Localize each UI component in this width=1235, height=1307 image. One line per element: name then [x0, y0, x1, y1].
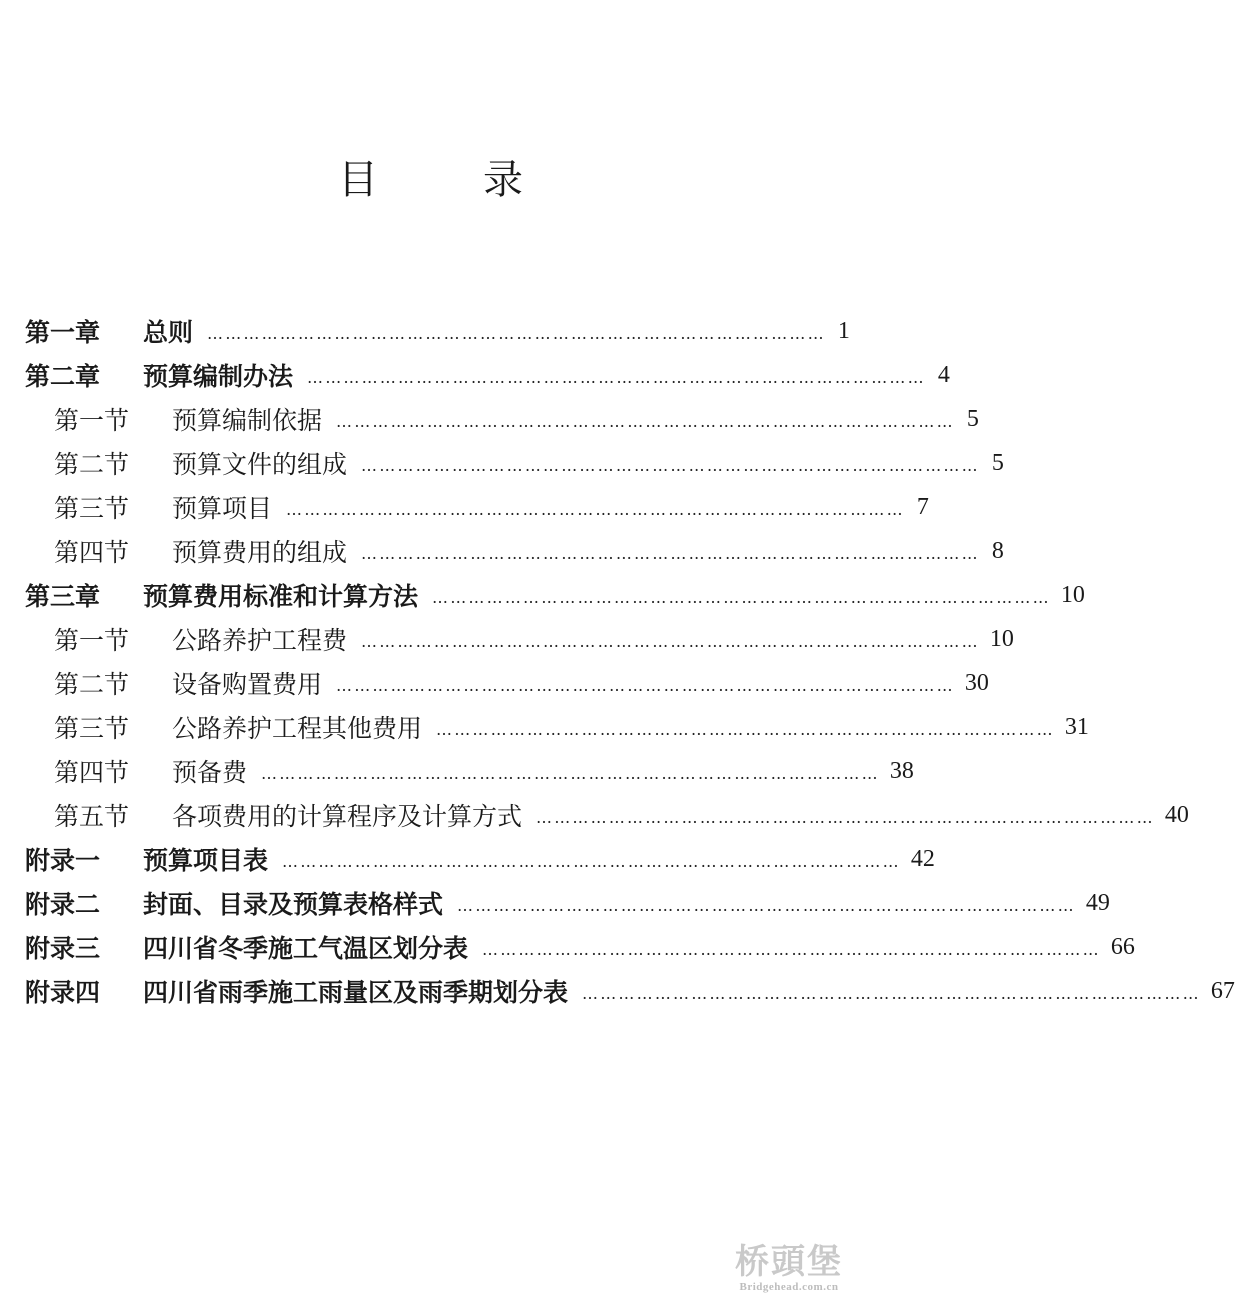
toc-leader-dots: …………………………………………………………………………………………: [536, 807, 1155, 827]
toc-entry-title: 预算编制办法: [143, 362, 294, 391]
toc-leader-dots: …………………………………………………………………………………………: [482, 939, 1101, 959]
toc-entry-number: 第一节: [54, 626, 130, 655]
toc-entry-number: 附录四: [25, 978, 101, 1007]
toc-entry-number: 第四节: [54, 758, 130, 787]
toc-entry-page: 10: [1060, 581, 1085, 608]
toc-entry-page: 8: [991, 537, 1004, 564]
toc-entry-appendix-2[interactable]: [25, 881, 1110, 925]
toc-entry-section-2-4[interactable]: [25, 529, 1004, 573]
toc-entry-title: 预算费用的组成: [172, 538, 348, 567]
toc-entry-number: 第三节: [54, 714, 130, 743]
toc-entry-title: 总则: [143, 318, 194, 347]
toc-entry-title: 预算编制依据: [172, 406, 323, 435]
toc-entry-section-3-5[interactable]: [25, 793, 1189, 837]
table-of-contents: [25, 309, 1235, 1013]
toc-entry-page: 38: [889, 757, 914, 784]
watermark-logo: [735, 1243, 843, 1293]
toc-entry-page: 5: [966, 405, 979, 432]
toc-entry-page: 10: [989, 625, 1014, 652]
toc-leader-dots: …………………………………………………………………………………………: [361, 543, 980, 563]
toc-entry-title: 四川省雨季施工雨量区及雨季期划分表: [143, 978, 569, 1007]
toc-entry-title: 预算费用标准和计算方法: [143, 582, 419, 611]
toc-entry-number: 第五节: [54, 802, 130, 831]
toc-leader-dots: …………………………………………………………………………………………: [286, 499, 905, 519]
toc-entry-number: 附录三: [25, 934, 101, 963]
toc-entry-page: 31: [1064, 713, 1089, 740]
page-title: [0, 150, 861, 210]
toc-entry-number: 第三节: [54, 494, 130, 523]
toc-entry-number: 附录二: [25, 890, 101, 919]
toc-entry-page: 66: [1110, 933, 1135, 960]
toc-entry-title: 四川省冬季施工气温区划分表: [143, 934, 469, 963]
toc-entry-section-3-2[interactable]: [25, 661, 989, 705]
toc-leader-dots: …………………………………………………………………………………………: [336, 675, 955, 695]
toc-entry-number: 第三章: [25, 582, 101, 611]
page-title-char-2: 录: [483, 157, 523, 203]
watermark-text: 桥頭堡: [735, 1242, 843, 1282]
toc-entry-number: 第二节: [54, 450, 130, 479]
toc-entry-section-3-3[interactable]: [25, 705, 1089, 749]
toc-leader-dots: …………………………………………………………………………………………: [307, 367, 926, 387]
toc-entry-title: 预算项目: [172, 494, 273, 523]
toc-leader-dots: …………………………………………………………………………………………: [582, 983, 1201, 1003]
page-title-char-1: 目: [338, 157, 378, 203]
toc-leader-dots: …………………………………………………………………………………………: [336, 411, 955, 431]
toc-entry-page: 42: [910, 845, 935, 872]
toc-entry-page: 4: [937, 361, 950, 388]
toc-leader-dots: …………………………………………………………………………………………: [261, 763, 880, 783]
toc-leader-dots: …………………………………………………………………………………………: [457, 895, 1076, 915]
toc-entry-section-2-3[interactable]: [25, 485, 929, 529]
toc-leader-dots: …………………………………………………………………………………………: [361, 631, 980, 651]
toc-entry-title: 各项费用的计算程序及计算方式: [172, 802, 523, 831]
toc-leader-dots: …………………………………………………………………………………………: [207, 323, 826, 343]
toc-leader-dots: …………………………………………………………………………………………: [282, 851, 901, 871]
toc-entry-title: 封面、目录及预算表格样式: [143, 890, 444, 919]
toc-entry-number: 附录一: [25, 846, 101, 875]
toc-entry-chapter-2[interactable]: [25, 353, 950, 397]
toc-entry-page: 40: [1164, 801, 1189, 828]
toc-entry-appendix-4[interactable]: [25, 969, 1235, 1013]
toc-entry-number: 第一节: [54, 406, 130, 435]
toc-entry-chapter-3[interactable]: [25, 573, 1085, 617]
toc-entry-title: 预备费: [172, 758, 248, 787]
toc-entry-page: 5: [991, 449, 1004, 476]
toc-entry-section-3-4[interactable]: [25, 749, 914, 793]
toc-entry-number: 第四节: [54, 538, 130, 567]
toc-entry-number: 第一章: [25, 318, 101, 347]
toc-leader-dots: …………………………………………………………………………………………: [436, 719, 1055, 739]
toc-entry-title: 公路养护工程费: [172, 626, 348, 655]
toc-entry-section-2-1[interactable]: [25, 397, 979, 441]
toc-entry-title: 预算项目表: [143, 846, 269, 875]
toc-entry-page: 1: [837, 317, 850, 344]
watermark-url: Bridgehead.com.cn: [739, 1281, 839, 1293]
toc-leader-dots: …………………………………………………………………………………………: [432, 587, 1051, 607]
toc-leader-dots: …………………………………………………………………………………………: [361, 455, 980, 475]
toc-entry-page: 30: [964, 669, 989, 696]
toc-entry-title: 公路养护工程其他费用: [172, 714, 423, 743]
toc-entry-page: 67: [1210, 977, 1235, 1004]
toc-entry-section-2-2[interactable]: [25, 441, 1004, 485]
toc-entry-chapter-1[interactable]: [25, 309, 850, 353]
toc-entry-appendix-1[interactable]: [25, 837, 935, 881]
toc-entry-number: 第二节: [54, 670, 130, 699]
toc-entry-appendix-3[interactable]: [25, 925, 1135, 969]
toc-entry-section-3-1[interactable]: [25, 617, 1014, 661]
toc-entry-page: 49: [1085, 889, 1110, 916]
toc-entry-title: 预算文件的组成: [172, 450, 348, 479]
toc-entry-page: 7: [916, 493, 929, 520]
toc-entry-title: 设备购置费用: [172, 670, 323, 699]
toc-entry-number: 第二章: [25, 362, 101, 391]
